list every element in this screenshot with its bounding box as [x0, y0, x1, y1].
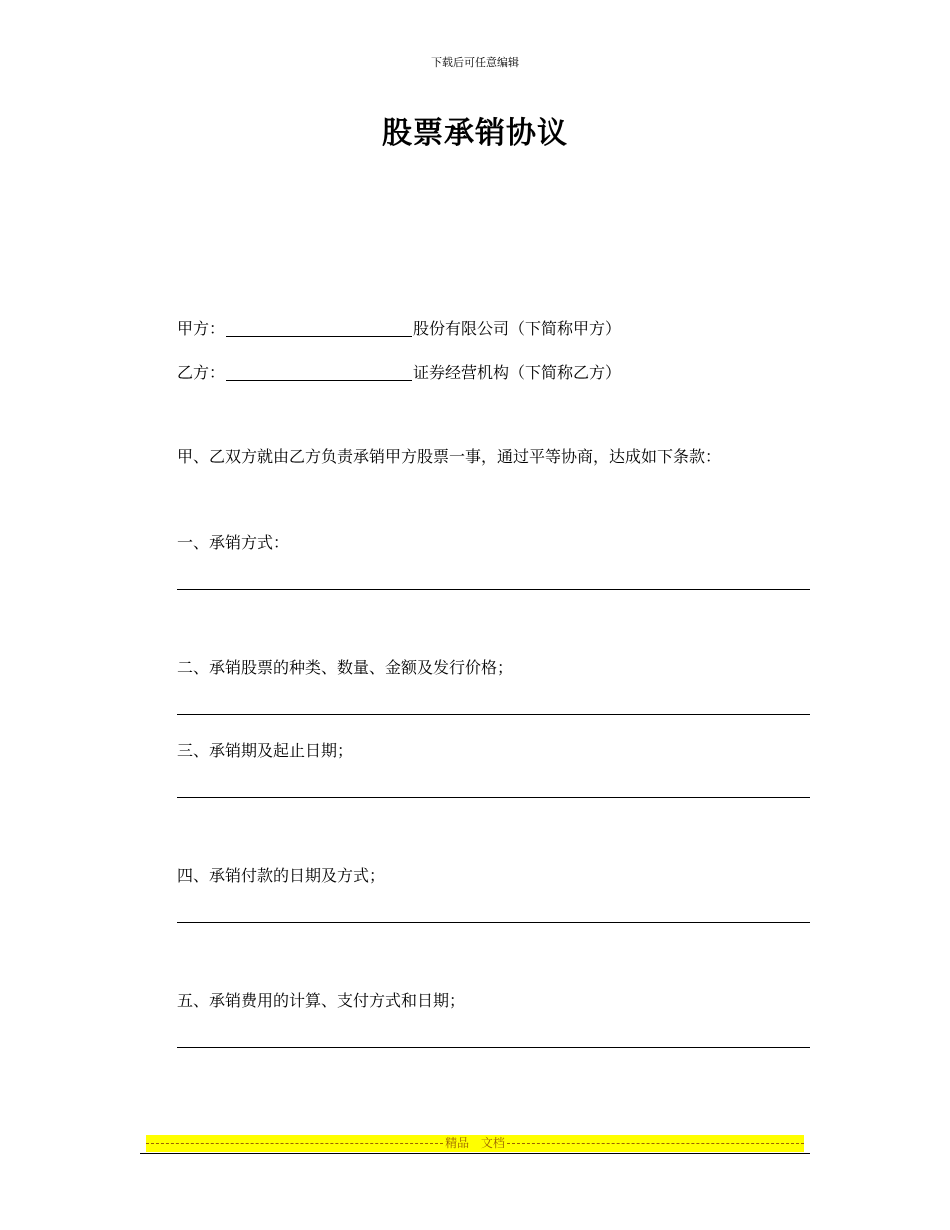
clause-3-answer-line	[177, 797, 810, 798]
clause-2-heading: 二、承销股票的种类、数量、金额及发行价格；	[177, 658, 514, 677]
document-title: 股票承销协议	[382, 116, 568, 151]
clause-1-answer-line	[177, 589, 810, 590]
party-b-line	[177, 361, 621, 385]
clause-5-answer-line	[177, 1047, 810, 1048]
party-a-suffix: 股份有限公司（下简称甲方）	[413, 319, 622, 338]
party-b-blank	[226, 362, 412, 381]
party-b-label: 乙方：	[177, 363, 226, 382]
footer-text: 精品 文档	[445, 1136, 505, 1150]
footer-dash-right	[507, 1143, 804, 1144]
footer-band	[146, 1135, 804, 1152]
page-header-note: 下载后可任意编辑	[431, 56, 519, 69]
clause-3-heading: 三、承销期及起止日期；	[177, 741, 354, 760]
footer-dash-left	[146, 1143, 443, 1144]
party-b-suffix: 证券经营机构（下简称乙方）	[413, 363, 622, 382]
party-a-label: 甲方：	[177, 319, 226, 338]
intro-paragraph: 甲、乙双方就由乙方负责承销甲方股票一事，通过平等协商，达成如下条款：	[177, 447, 722, 466]
clause-1-heading: 一、承销方式：	[177, 533, 290, 552]
clause-4-answer-line	[177, 922, 810, 923]
clause-4-heading: 四、承销付款的日期及方式；	[177, 866, 386, 885]
clause-2-answer-line	[177, 714, 810, 715]
clause-5-heading: 五、承销费用的计算、支付方式和日期；	[177, 991, 466, 1010]
footer-rule	[140, 1153, 810, 1154]
party-a-blank	[226, 318, 412, 337]
party-a-line	[177, 317, 621, 341]
